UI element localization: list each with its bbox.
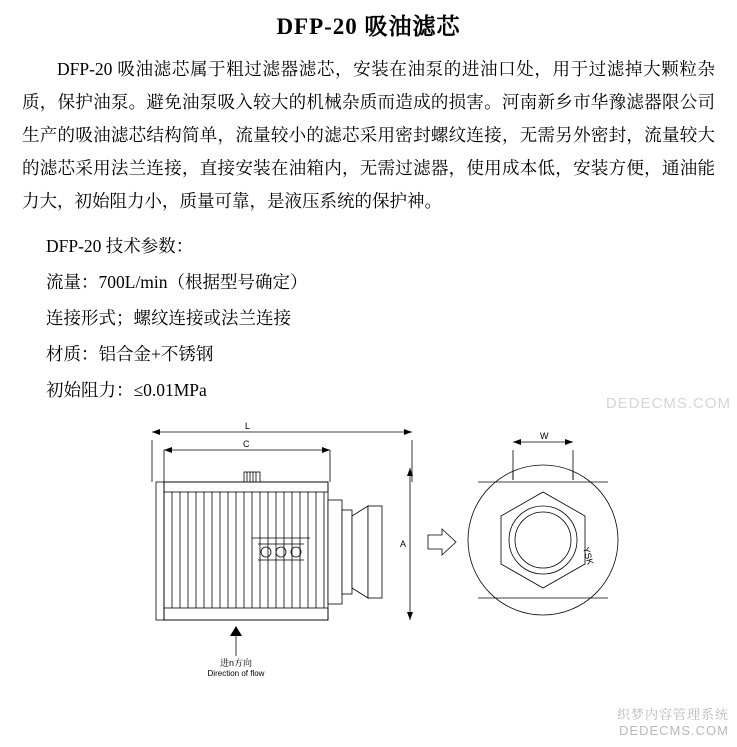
technical-drawing-svg: [0, 420, 737, 678]
spec-item-material: 材质：铝合金+不锈钢: [46, 344, 214, 364]
spec-item-flow: 流量：700L/min（根据型号确定）: [46, 272, 308, 292]
brand-mark: YSK: [581, 545, 596, 566]
flow-label-cn: 进n方向: [219, 658, 253, 668]
watermark-bottom-right: [617, 707, 729, 739]
flow-label-en: Direction of flow: [207, 669, 265, 678]
page-title: DFP-20 吸油滤芯: [276, 14, 461, 39]
watermark-top-right: DEDECMS.COM: [605, 395, 731, 412]
specifications-block: [46, 228, 715, 408]
dim-label-w: W: [540, 431, 549, 441]
technical-drawing: [0, 420, 737, 678]
spec-item-resistance: 初始阻力：≤0.01MPa: [46, 380, 207, 400]
watermark-bottom-cn: 织梦内容管理系统: [616, 707, 729, 722]
intro-paragraph: DFP-20 吸油滤芯属于粗过滤器滤芯，安装在油泵的进油口处，用于过滤掉大颗粒杂质，保护油泵。避免油泵吸入较大的机械杂质而造成的损害。河南新乡市华豫滤器限公司生产的吸油滤芯结构简单，流量较小的滤芯采用密封螺纹连接，无需另外密封，流量较大的滤芯采用法兰连接，直接安装在油箱内，无需过滤器，使用成本低，安装方便，通油能力大，初始阻力小，质量可靠，是液压系统的保护神。: [22, 59, 715, 211]
watermark-bottom-en: DEDECMS.COM: [619, 723, 729, 738]
dim-label-a: A: [400, 539, 407, 549]
spec-item-connection: 连接形式；螺纹连接或法兰连接: [46, 308, 291, 328]
dim-label-c: C: [243, 439, 250, 449]
spec-heading: DFP-20 技术参数：: [46, 236, 194, 256]
dim-label-l: L: [245, 421, 251, 431]
